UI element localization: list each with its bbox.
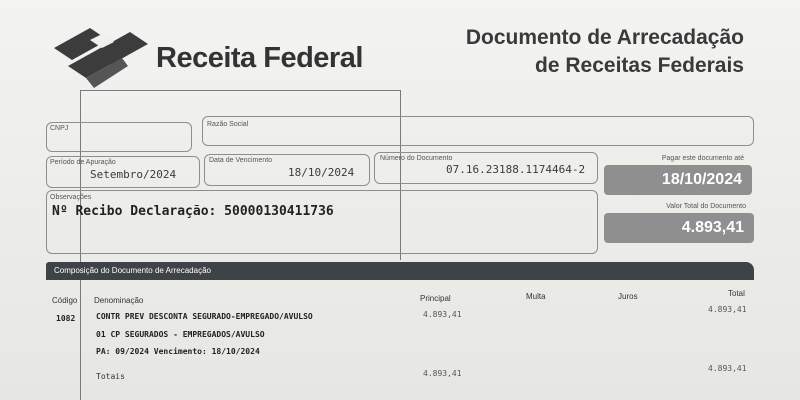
document-title (466, 24, 744, 80)
document-title-line1: Documento de Arrecadação (465, 26, 744, 49)
col-header-principal: Principal (420, 294, 451, 303)
frame-line-top (80, 90, 400, 91)
col-header-juros: Juros (618, 292, 638, 301)
totais-total: 4.893,41 (708, 364, 747, 373)
vencimento-value: 18/10/2024 (288, 166, 355, 179)
pagar-ate-value: 18/10/2024 (604, 165, 752, 195)
receita-federal-logo-icon (50, 26, 150, 92)
row-denominacao-line2: 01 CP SEGURADOS - EMPREGADOS/AVULSO (96, 330, 265, 339)
observacoes-box (46, 190, 598, 254)
cnpj-label: CNPJ (50, 125, 69, 132)
observacoes-label: Observações (50, 194, 92, 201)
col-header-multa: Multa (526, 292, 546, 301)
col-header-codigo: Código (52, 296, 78, 305)
totais-label: Totais (96, 372, 125, 381)
razao-social-label: Razão Social (207, 121, 249, 128)
brand-name: Receita Federal (156, 42, 363, 74)
composicao-header: Composição do Documento de Arrecadação (46, 262, 754, 280)
pagar-ate-label: Pagar este documento até (661, 155, 744, 162)
document-title-line2: de Receitas Federais (535, 54, 744, 77)
totais-principal: 4.893,41 (423, 369, 462, 378)
valor-total-value: 4.893,41 (604, 213, 754, 243)
periodo-label: Período de Apuração (50, 159, 116, 166)
row-denominacao-line3: PA: 09/2024 Vencimento: 18/10/2024 (96, 347, 260, 356)
valor-total-label: Valor Total do Documento (666, 203, 746, 210)
row-total: 4.893,41 (708, 305, 747, 314)
col-header-denominacao: Denominação (94, 296, 144, 305)
periodo-value: Setembro/2024 (90, 168, 177, 181)
col-header-total: Total (728, 289, 745, 298)
numero-documento-value: 07.16.23188.1174464-2 (446, 163, 586, 176)
row-codigo: 1082 (56, 314, 76, 323)
vencimento-label: Data de Vencimento (209, 157, 273, 164)
observacoes-value: Nº Recibo Declaração: 50000130411736 (52, 204, 334, 219)
row-denominacao-line1: CONTR PREV DESCONTA SEGURADO-EMPREGADO/AVULSO (96, 312, 313, 321)
razao-social-box (202, 116, 754, 146)
row-principal: 4.893,41 (423, 310, 462, 319)
numero-documento-label: Número do Documento (380, 155, 453, 162)
